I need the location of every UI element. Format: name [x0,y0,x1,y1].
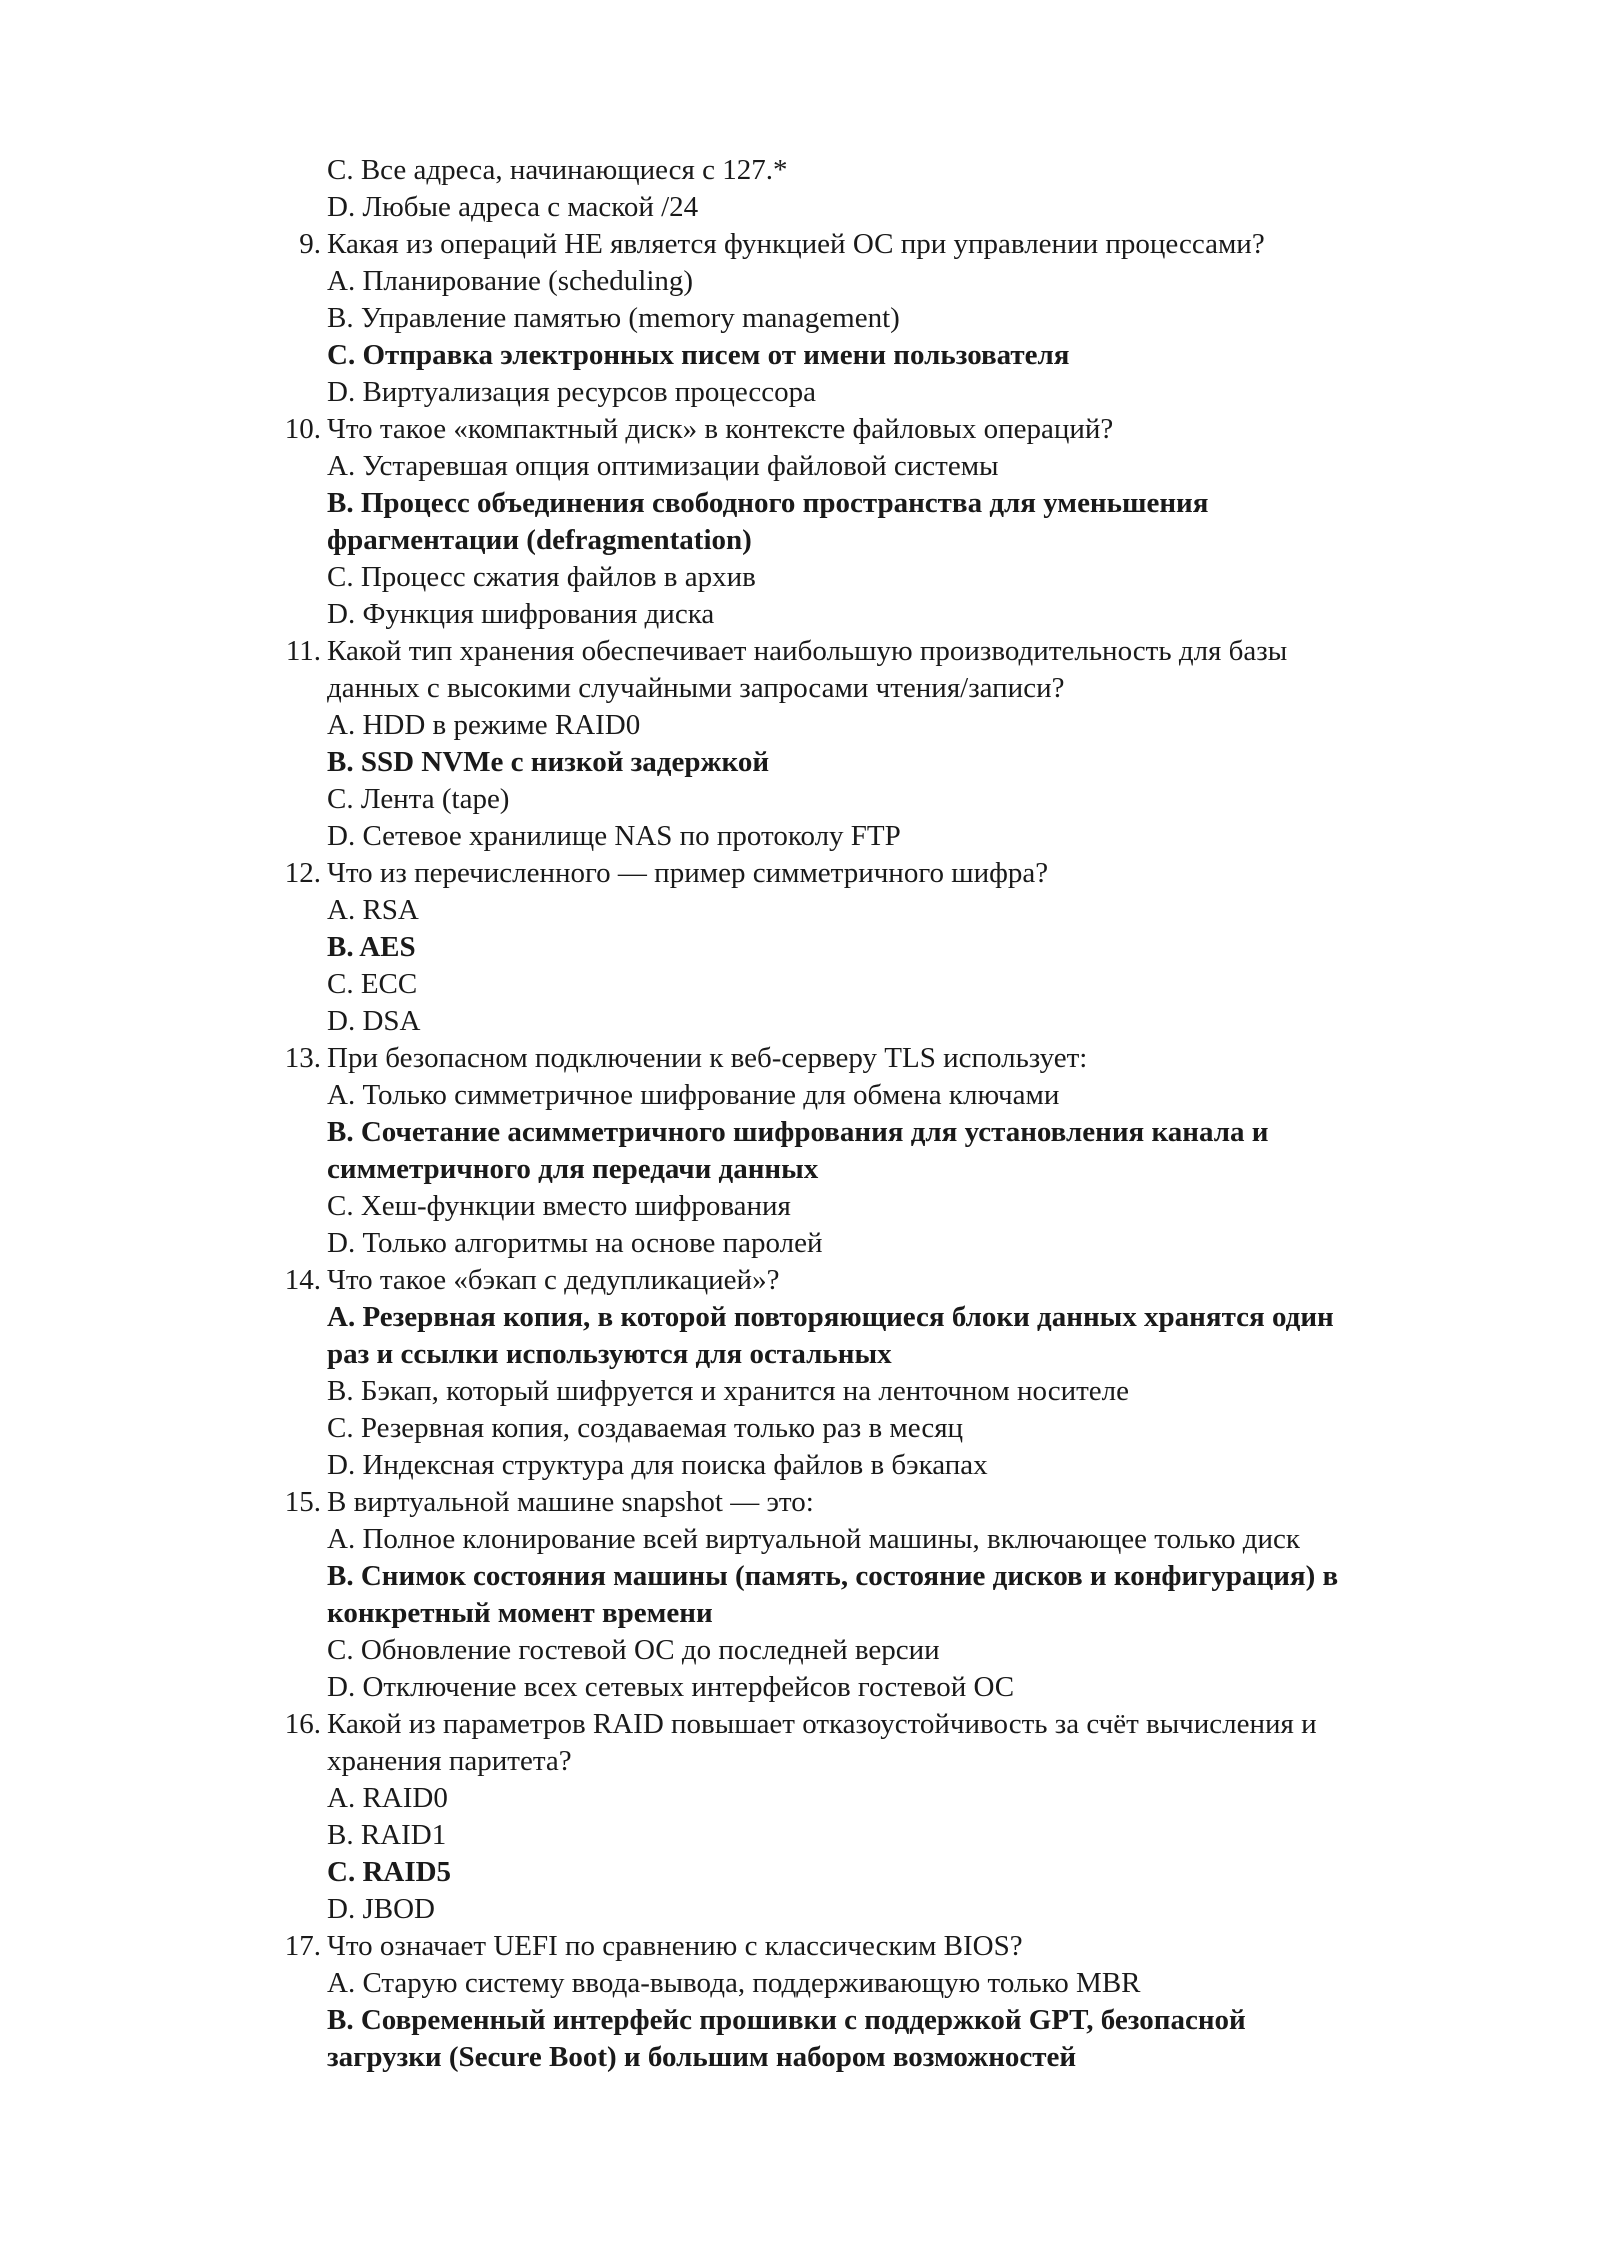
question-number: 13. [284,1042,321,1074]
answer-line [275,559,1475,596]
question-text: Что означает UEFI по сравнению с классическим BIOS? [327,1930,1023,1962]
question-number: 15. [284,1486,321,1518]
line-text: C. Отправка электронных писем от имени пользователя [327,339,1070,371]
answer-line [275,781,1475,818]
answer-line [275,707,1475,744]
line-text: A. Планирование (scheduling) [327,265,694,297]
line-text: хранения паритета? [327,1745,572,1777]
question-line [275,1262,1475,1299]
question-text: Что такое «бэкап с дедупликацией»? [327,1264,780,1296]
line-text: фрагментации (defragmentation) [327,524,752,556]
answer-line-correct [275,744,1475,781]
answer-line-correct [275,337,1475,374]
answer-line-correct [275,1114,1475,1151]
question-line [275,226,1475,263]
line-text: данных с высокими случайными запросами чтения/записи? [327,672,1065,704]
line-text: A. RSA [327,894,419,926]
answer-line [275,1003,1475,1040]
line-text: B. Управление памятью (memory management) [327,302,900,334]
line-text: B. Современный интерфейс прошивки с поддержкой GPT, безопасной [327,2004,1246,2036]
answer-line-correct [275,2039,1475,2076]
quiz-content [275,152,1475,2076]
answer-line-correct [275,522,1475,559]
line-text: B. Бэкап, который шифруется и хранится на ленточном носителе [327,1375,1130,1407]
line-text: C. ECC [327,968,418,1000]
answer-line [275,1743,1475,1780]
answer-line-correct [275,2002,1475,2039]
question-text: Какая из операций НЕ является функцией ОС при управлении процессами? [327,228,1265,260]
line-text: A. RAID0 [327,1782,448,1814]
line-text: A. Устаревшая опция оптимизации файловой системы [327,450,999,482]
line-text: B. Сочетание асимметричного шифрования для установления канала и [327,1116,1269,1148]
question-text: В виртуальной машине snapshot — это: [327,1486,814,1518]
question-text: Какой тип хранения обеспечивает наибольшую производительность для базы [327,635,1288,667]
answer-line [275,1965,1475,2002]
answer-line [275,1817,1475,1854]
line-text: D. Отключение всех сетевых интерфейсов гостевой ОС [327,1671,1015,1703]
line-text: симметричного для передачи данных [327,1153,819,1185]
question-number: 14. [284,1264,321,1296]
question-line [275,1928,1475,1965]
answer-line [275,189,1475,226]
answer-line [275,448,1475,485]
answer-line [275,1780,1475,1817]
line-text: D. JBOD [327,1893,435,1925]
question-line [275,1484,1475,1521]
answer-line [275,1410,1475,1447]
question-line [275,1040,1475,1077]
answer-line [275,966,1475,1003]
answer-line [275,1188,1475,1225]
answer-line [275,263,1475,300]
line-text: загрузки (Secure Boot) и большим набором возможностей [327,2041,1077,2073]
line-text: C. Лента (tape) [327,783,510,815]
line-text: конкретный момент времени [327,1597,713,1629]
question-number: 16. [284,1708,321,1740]
answer-line-correct [275,1558,1475,1595]
answer-line [275,300,1475,337]
line-text: A. Только симметричное шифрование для обмена ключами [327,1079,1060,1111]
line-text: B. SSD NVMe с низкой задержкой [327,746,770,778]
question-line [275,1706,1475,1743]
question-text: Какой из параметров RAID повышает отказоустойчивость за счёт вычисления и [327,1708,1317,1740]
question-line [275,855,1475,892]
question-number: 9. [299,228,321,260]
line-text: D. Только алгоритмы на основе паролей [327,1227,823,1259]
question-text: При безопасном подключении к веб-серверу TLS использует: [327,1042,1088,1074]
line-text: B. AES [327,931,416,963]
answer-line [275,1447,1475,1484]
line-text: C. Хеш-функции вместо шифрования [327,1190,791,1222]
answer-line [275,1077,1475,1114]
question-line [275,633,1475,670]
answer-line-correct [275,929,1475,966]
line-text: C. Обновление гостевой ОС до последней версии [327,1634,940,1666]
answer-line-correct [275,1595,1475,1632]
question-number: 12. [284,857,321,889]
question-line [275,411,1475,448]
line-text: B. RAID1 [327,1819,447,1851]
answer-line [275,596,1475,633]
answer-line [275,1521,1475,1558]
answer-line [275,1225,1475,1262]
answer-line [275,892,1475,929]
line-text: D. Функция шифрования диска [327,598,715,630]
line-text: D. DSA [327,1005,421,1037]
question-number: 17. [284,1930,321,1962]
answer-line [275,1669,1475,1706]
line-text: C. Все адреса, начинающиеся с 127.* [327,154,788,186]
answer-line-correct [275,1854,1475,1891]
question-text: Что такое «компактный диск» в контексте файловых операций? [327,413,1114,445]
line-text: C. Процесс сжатия файлов в архив [327,561,756,593]
line-text: D. Сетевое хранилище NAS по протоколу FTP [327,820,901,852]
answer-line [275,1373,1475,1410]
answer-line [275,374,1475,411]
line-text: D. Виртуализация ресурсов процессора [327,376,817,408]
line-text: B. Процесс объединения свободного пространства для уменьшения [327,487,1209,519]
answer-line [275,1632,1475,1669]
answer-line [275,152,1475,189]
line-text: A. Старую систему ввода-вывода, поддерживающую только MBR [327,1967,1141,1999]
answer-line [275,670,1475,707]
line-text: D. Индексная структура для поиска файлов в бэкапах [327,1449,988,1481]
answer-line-correct [275,1151,1475,1188]
question-number: 10. [284,413,321,445]
answer-line [275,1891,1475,1928]
line-text: раз и ссылки используются для остальных [327,1338,892,1370]
answer-line-correct [275,1336,1475,1373]
line-text: B. Снимок состояния машины (память, состояние дисков и конфигурация) в [327,1560,1339,1592]
answer-line [275,818,1475,855]
line-text: C. Резервная копия, создаваемая только раз в месяц [327,1412,964,1444]
answer-line-correct [275,485,1475,522]
line-text: A. HDD в режиме RAID0 [327,709,641,741]
line-text: D. Любые адреса с маской /24 [327,191,699,223]
answer-line-correct [275,1299,1475,1336]
question-number: 11. [285,635,321,667]
line-text: A. Полное клонирование всей виртуальной машины, включающее только диск [327,1523,1301,1555]
line-text: A. Резервная копия, в которой повторяющиеся блоки данных хранятся один [327,1301,1334,1333]
question-text: Что из перечисленного — пример симметричного шифра? [327,857,1049,889]
line-text: C. RAID5 [327,1856,452,1888]
